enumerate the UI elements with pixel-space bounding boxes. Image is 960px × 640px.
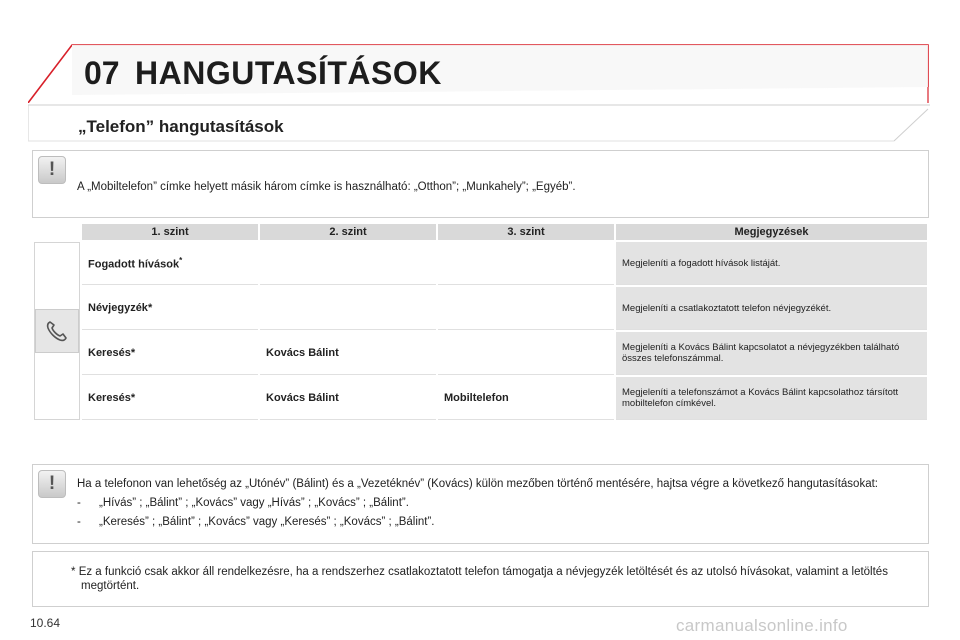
row2-level-1 bbox=[82, 287, 258, 330]
row3-level-2: Kovács Bálint bbox=[260, 332, 436, 375]
table-row bbox=[34, 332, 927, 375]
row2-note: Megjeleníti a csatlakoztatott telefon névjegyzékét. bbox=[616, 287, 927, 330]
row4-level-1-label: Keresés bbox=[88, 392, 131, 404]
list-item-text: „Keresés” ; „Bálint” ; „Kovács” vagy „Keresés” ; „Kovács” ; „Bálint”. bbox=[99, 516, 435, 528]
chapter-number: 07 bbox=[84, 55, 120, 91]
row2-level-3 bbox=[438, 287, 614, 330]
footnote-mark: * bbox=[71, 566, 76, 578]
note-name-fields-content bbox=[77, 477, 907, 529]
table-header-row bbox=[34, 224, 927, 240]
list-dash: - bbox=[77, 497, 81, 509]
row4-level-2: Kovács Bálint bbox=[260, 377, 436, 420]
row1-level-1 bbox=[82, 242, 258, 285]
note-name-fields-intro: Ha a telefonon van lehetőség az „Utónév” (Bálint) és a „Vezetéknév” (Kovács) külön mezőben történő mentésére, hajtsa végre a következő hangutasításokat: bbox=[77, 478, 878, 490]
header-notes: Megjegyzések bbox=[616, 224, 927, 240]
row1-level-3 bbox=[438, 242, 614, 285]
footnote-text: Ez a funkció csak akkor áll rendelkezésre, ha a rendszerhez csatlakoztatott telefon támogatja a névjegyzék letöltését és az utolsó hívásokat, valamint a letöltés megtörtént. bbox=[78, 566, 888, 592]
row2-footnote-mark: * bbox=[147, 302, 153, 314]
table-row bbox=[34, 242, 927, 285]
list-item bbox=[77, 496, 907, 510]
voice-command-table bbox=[32, 222, 929, 422]
row4-footnote-mark: * bbox=[130, 392, 136, 404]
row4-level-3: Mobiltelefon bbox=[438, 377, 614, 420]
row1-level-1-label: Fogadott hívások bbox=[88, 258, 180, 271]
row2-level-1-label: Névjegyzék bbox=[88, 302, 148, 314]
note-labels-text: A „Mobiltelefon” címke helyett másik három címke is használható: „Otthon”; „Munkahely”; „Egyéb”. bbox=[77, 181, 576, 193]
header-level-1: 1. szint bbox=[82, 224, 258, 240]
row1-note: Megjeleníti a fogadott hívások listáját. bbox=[616, 242, 927, 285]
list-dash: - bbox=[77, 516, 81, 528]
note-box-labels bbox=[32, 150, 929, 218]
header-icon-spacer bbox=[34, 224, 80, 240]
page-number: 10.64 bbox=[30, 616, 61, 630]
footnote-box bbox=[32, 551, 929, 607]
row3-note: Megjeleníti a Kovács Bálint kapcsolatot a névjegyzékben található összes telefonszámmal. bbox=[616, 332, 927, 375]
phone-icon-cell bbox=[34, 242, 80, 420]
row3-footnote-mark: * bbox=[130, 347, 136, 359]
header-level-3: 3. szint bbox=[438, 224, 614, 240]
table-row bbox=[34, 287, 927, 330]
row1-footnote-mark: * bbox=[179, 255, 183, 265]
section-title: „Telefon” hangutasítások bbox=[78, 117, 284, 136]
phone-handset-icon bbox=[35, 309, 79, 353]
watermark: carmanualsonline.info bbox=[676, 616, 848, 635]
header-level-2: 2. szint bbox=[260, 224, 436, 240]
row4-level-1 bbox=[82, 377, 258, 420]
note-box-name-fields bbox=[32, 464, 929, 544]
list-item bbox=[77, 515, 907, 529]
list-item-text: „Hívás” ; „Bálint” ; „Kovács” vagy „Hívás” ; „Kovács” ; „Bálint”. bbox=[99, 497, 409, 509]
voice-command-list bbox=[77, 496, 907, 529]
row3-level-1-label: Keresés bbox=[88, 347, 131, 359]
row4-note: Megjeleníti a telefonszámot a Kovács Bálint kapcsolathoz társított mobiltelefon címkével. bbox=[616, 377, 927, 420]
row3-level-3 bbox=[438, 332, 614, 375]
chapter-title: HANGUTASÍTÁSOK bbox=[135, 55, 442, 91]
row1-level-2 bbox=[260, 242, 436, 285]
table-row bbox=[34, 377, 927, 420]
row3-level-1 bbox=[82, 332, 258, 375]
row2-level-2 bbox=[260, 287, 436, 330]
footnote-text-wrap bbox=[71, 565, 926, 593]
exclamation-icon: ! bbox=[38, 156, 66, 184]
exclamation-icon: ! bbox=[38, 470, 66, 498]
